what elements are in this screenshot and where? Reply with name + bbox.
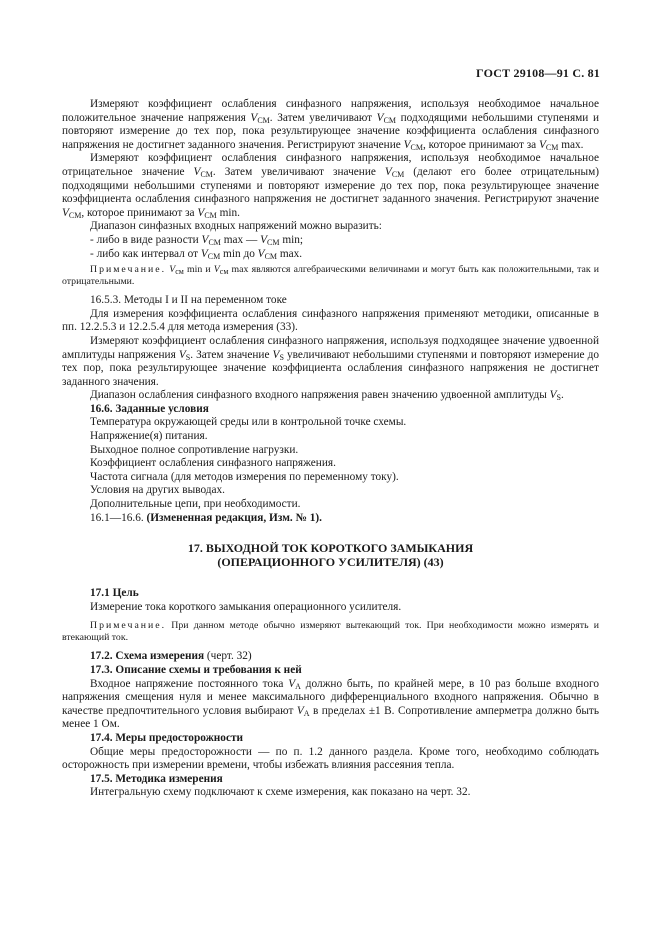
section-17-2-heading: 17.2. Схема измерения (черт. 32)	[90, 650, 252, 663]
section-17-4-heading: 17.4. Меры предосторожности	[90, 731, 244, 744]
document-body	[62, 98, 599, 800]
paragraph-circuit: Входное напряжение постоянного тока $V_A$ должно быть, по крайней мере, в 10 раз больше входного напряжения смещения нуля и менее максимального дифференциального входного напряжения. Обычно в качестве предпочтительного условия выбирают $V_A$ в пределах ±1 В. Сопротивление амперметра должно быть менее 1 Ом.	[62, 677, 600, 731]
paragraph-cm-min: Измеряют коэффициент ослабления синфазного напряжения, используя необходимое начальное отрицательное значение $V_{CM}$. Затем увеличивают значение $V_{CM}$ (делают его более отрицательным) подходящими небольшими ступенями и повторяют измерение до тех пор, пока результирующее значение коэффициента ослабления синфазного напряжения не достигнет заданного значения. Регистрируют значение $V_{CM}$, которое принимают за $V_{CM}$ min.	[62, 152, 599, 220]
note-current: Примечание. При данном методе обычно измеряют вытекающий ток. При необходимости можно измерять и втекающий ток.	[62, 620, 599, 644]
note-algebraic: Примечание. $V_{см}$ min и $V_{см}$ max являются алгебраическими величинами и могут быть как положительными, так и отрицательными.	[62, 264, 599, 288]
paragraph-purpose: Измерение тока короткого замыкания операционного усилителя.	[90, 600, 402, 613]
section-16-5-3-heading: 16.5.3. Методы I и II на переменном токе	[90, 294, 287, 307]
edition-note: 16.1—16.6. (Измененная редакция, Изм. № 1).	[90, 511, 322, 524]
paragraph-vs-range: Диапазон ослабления синфазного входного напряжения равен значению удвоенной амплитуды $V_S$.	[90, 389, 564, 403]
paragraph-procedure: Интегральную схему подключают к схеме измерения, как показано на черт. 32.	[90, 786, 471, 799]
section-17-title: 17. ВЫХОДНОЙ ТОК КОРОТКОГО ЗАМЫКАНИЯ	[187, 541, 474, 556]
section-17-subtitle: (ОПЕРАЦИОННОГО УСИЛИТЕЛЯ) (43)	[217, 555, 444, 570]
condition-item: Частота сигнала (для методов измерения по переменному току).	[90, 470, 399, 483]
list-item-interval: - либо как интервал от $V_{CM}$ min до $V_{CM}$ max.	[90, 247, 303, 261]
section-16-6-heading: 16.6. Заданные условия	[90, 402, 209, 415]
condition-item: Коэффициент ослабления синфазного напряжения.	[90, 457, 336, 470]
page-header: ГОСТ 29108—91 С. 81	[476, 66, 600, 80]
section-17-1-heading: 17.1 Цель	[90, 587, 139, 600]
list-item-difference: - либо в виде разности $V_{CM}$ max — $V_{CM}$ min;	[90, 233, 304, 247]
paragraph-range: Диапазон синфазных входных напряжений можно выразить:	[90, 220, 382, 233]
condition-item: Условия на других выводах.	[90, 484, 226, 497]
condition-item: Температура окружающей среды или в контрольной точке схемы.	[90, 416, 407, 429]
paragraph-methods: Для измерения коэффициента ослабления синфазного напряжения применяют методики, описанные в пп. 12.2.5.3 и 12.2.5.4 для метода измерения (33).	[62, 307, 599, 334]
section-17-5-heading: 17.5. Методика измерения	[90, 772, 223, 785]
paragraph-cm-max: Измеряют коэффициент ослабления синфазного напряжения, используя необходимое начальное положительное значение напряжения $V_{CM}$. Затем увеличивают $V_{CM}$ подходящими небольшими ступенями и повторяют измерение до тех пор, пока результирующее значение коэффициента ослабления синфазного напряжения не достигнет заданного значения. Регистрируют значение $V_{CM}$, которое принимают за $V_{CM}$ max.	[62, 98, 599, 152]
section-17-3-heading: 17.3. Описание схемы и требования к ней	[90, 664, 302, 676]
condition-item: Выходное полное сопротивление нагрузки.	[90, 443, 299, 456]
paragraph-vs-measure: Измеряют коэффициент ослабления синфазного напряжения, используя подходящее значение удвоенной амплитуды напряжения $V_S$. Затем значение $V_S$ увеличивают небольшими ступенями и повторяют измерение до тех пор, пока результирующее значение коэффициента ослабления синфазного напряжения не достигнет заданного значения.	[62, 334, 599, 388]
paragraph-precautions: Общие меры предосторожности — по п. 1.2 данного раздела. Кроме того, необходимо соблюдать осторожность при измерении времени, чтобы избежать влияния рассеяния тепла.	[62, 745, 599, 772]
condition-item: Напряжение(я) питания.	[90, 430, 208, 443]
condition-item: Дополнительные цепи, при необходимости.	[90, 498, 301, 511]
